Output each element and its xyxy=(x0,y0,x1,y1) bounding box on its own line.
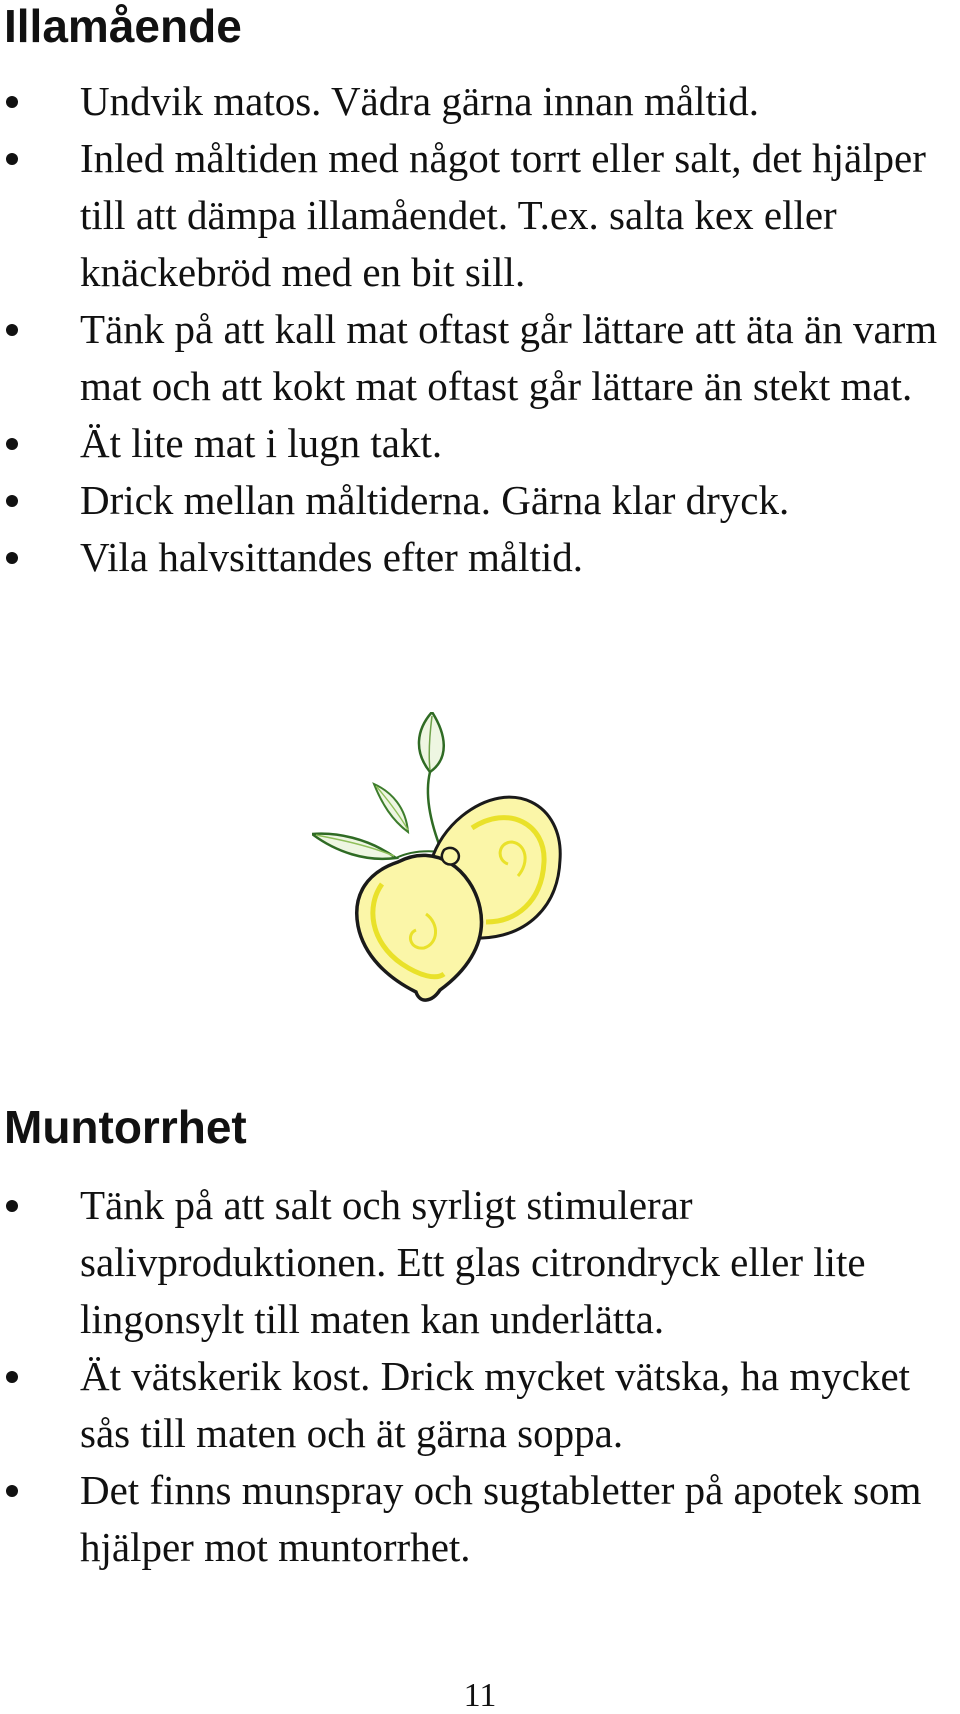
section-title-illamaende: Illamående xyxy=(4,0,242,52)
list-item xyxy=(0,1177,950,1348)
list-item-text: Det finns munspray och sugtabletter på apotek som hjälper mot muntorrhet. xyxy=(80,1467,922,1570)
list-item-text: Inled måltiden med något torrt eller salt, det hjälper till att dämpa illamåendet. T.ex. salta kex eller knäckebröd med en bit sill. xyxy=(80,135,926,295)
list-item-text: Tänk på att salt och syrligt stimulerar salivproduktionen. Ett glas citrondryck eller lite lingonsylt till maten kan underlätta. xyxy=(80,1182,866,1342)
bullet-icon xyxy=(6,1200,18,1212)
list-item-text: Ät vätskerik kost. Drick mycket vätska, ha mycket sås till maten och ät gärna soppa. xyxy=(80,1353,911,1456)
page-number: 11 xyxy=(463,1677,497,1714)
bullet-icon xyxy=(6,324,18,336)
lemon-illustration-icon xyxy=(312,712,608,1032)
list-item-text: Undvik matos. Vädra gärna innan måltid. xyxy=(80,78,760,124)
bullet-icon xyxy=(6,495,18,507)
bullet-icon xyxy=(6,552,18,564)
list-item xyxy=(0,472,950,529)
list-item xyxy=(0,415,950,472)
bullet-icon xyxy=(6,438,18,450)
list-item-text: Drick mellan måltiderna. Gärna klar dryck. xyxy=(80,477,790,523)
bullet-icon xyxy=(6,1371,18,1383)
list-item xyxy=(0,529,950,586)
bullet-icon xyxy=(6,1485,18,1497)
section-title-muntorrhet: Muntorrhet xyxy=(4,1101,247,1153)
list-item xyxy=(0,130,950,301)
bullet-icon xyxy=(6,96,18,108)
list-item-text: Tänk på att kall mat oftast går lättare att äta än varm mat och att kokt mat oftast går lättare än stekt mat. xyxy=(80,306,938,409)
list-item xyxy=(0,301,950,415)
list-item xyxy=(0,1462,950,1576)
list-item xyxy=(0,73,950,130)
bullet-icon xyxy=(6,153,18,165)
list-item-text: Ät lite mat i lugn takt. xyxy=(80,420,443,466)
bullet-list-illamaende xyxy=(0,73,950,586)
list-item-text: Vila halvsittandes efter måltid. xyxy=(80,534,584,580)
list-item xyxy=(0,1348,950,1462)
bullet-list-muntorrhet xyxy=(0,1177,950,1576)
